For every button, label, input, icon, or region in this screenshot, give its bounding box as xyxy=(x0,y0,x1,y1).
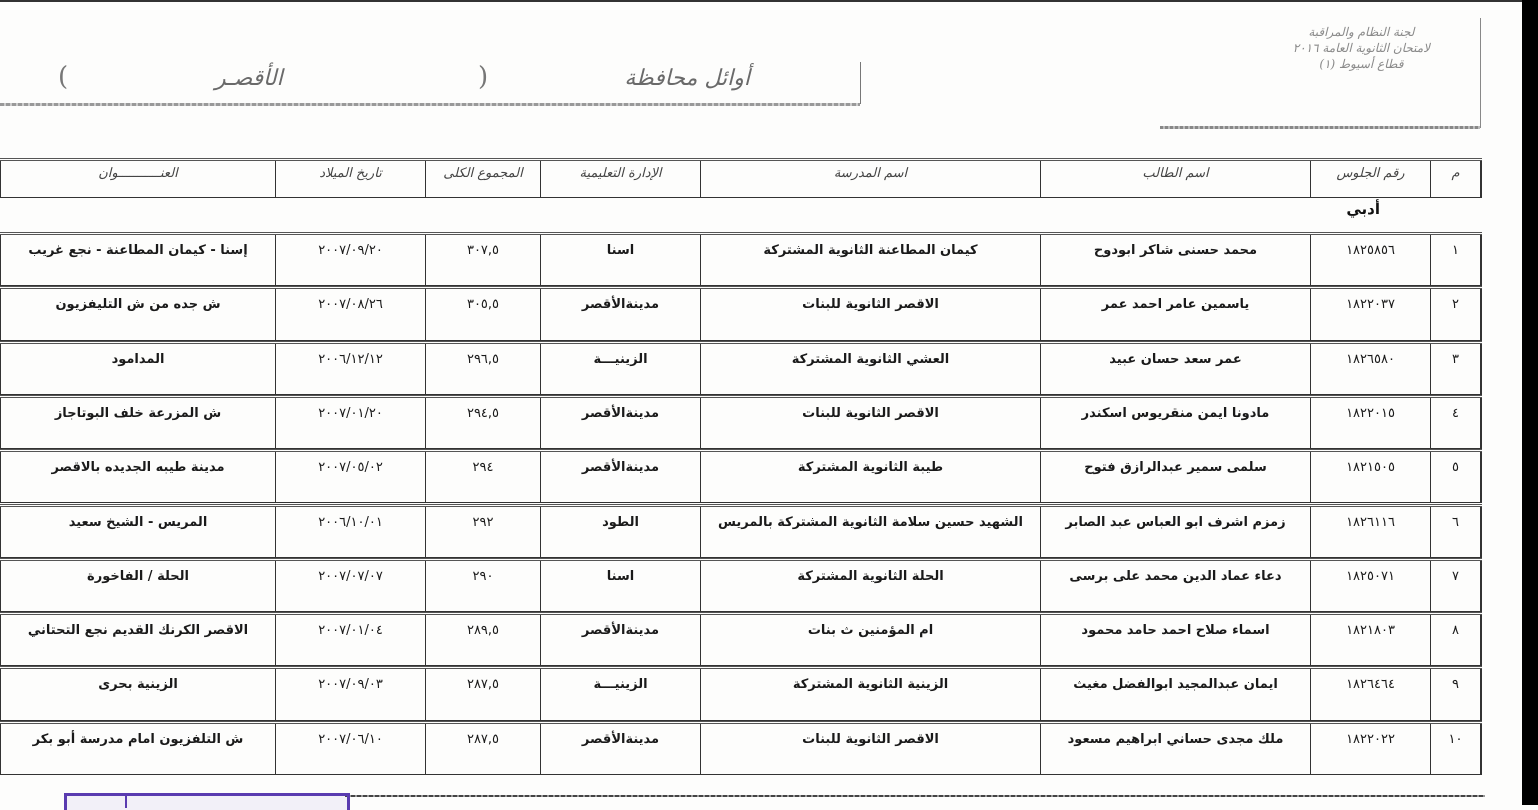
col-header-name: اسم الطالب xyxy=(1040,161,1310,197)
bottom-rule xyxy=(345,795,1485,797)
cell-dob: ٢٠٠٧/٠١/٠٤ xyxy=(275,615,425,665)
col-header-idx: م xyxy=(1430,161,1482,197)
cell-name: محمد حسنى شاكر ابودوح xyxy=(1040,235,1310,285)
cell-dob: ٢٠٠٧/٠٧/٠٧ xyxy=(275,561,425,611)
org-lines xyxy=(1293,24,1430,72)
cell-address: ش المزرعة خلف البوتاجاز xyxy=(0,398,275,448)
cell-admin: اسنا xyxy=(540,235,700,285)
table-row xyxy=(0,449,1482,503)
cell-name: سلمى سمير عبدالرازق فتوح xyxy=(1040,452,1310,502)
cell-address: إسنا - كيمان المطاعنة - نجع غريب xyxy=(0,235,275,285)
table-row xyxy=(0,286,1482,340)
col-header-admin: الإدارة التعليمية xyxy=(540,161,700,197)
cell-dob: ٢٠٠٧/٠٦/١٠ xyxy=(275,724,425,774)
title-prefix: أوائل محافظة xyxy=(624,66,750,91)
cell-school: الشهيد حسين سلامة الثانوية المشتركة بالمريس xyxy=(700,507,1040,557)
table-row xyxy=(0,721,1482,775)
cell-address: ش جده من ش التليفزيون xyxy=(0,289,275,339)
cell-seat: ١٨٢١٥٠٥ xyxy=(1310,452,1430,502)
cell-dob: ٢٠٠٧/٠٩/٠٣ xyxy=(275,669,425,719)
cell-total: ٢٩٤ xyxy=(425,452,540,502)
table-row xyxy=(0,341,1482,395)
table-header-row xyxy=(0,158,1482,198)
org-header-block xyxy=(1170,18,1481,128)
table-row xyxy=(0,666,1482,720)
cell-dob: ٢٠٠٦/١٠/٠١ xyxy=(275,507,425,557)
cell-idx: ٨ xyxy=(1430,615,1482,665)
cell-idx: ٩ xyxy=(1430,669,1482,719)
cell-school: العشي الثانوية المشتركة xyxy=(700,344,1040,394)
title-paren-open: ( xyxy=(478,62,489,92)
cell-idx: ١ xyxy=(1430,235,1482,285)
stamp-mark xyxy=(64,793,350,810)
cell-school: الاقصر الثانوية للبنات xyxy=(700,289,1040,339)
org-underline xyxy=(1160,126,1480,129)
cell-idx: ٦ xyxy=(1430,507,1482,557)
table-row xyxy=(0,504,1482,558)
cell-seat: ١٨٢٦٤٦٤ xyxy=(1310,669,1430,719)
cell-total: ٢٩٢ xyxy=(425,507,540,557)
cell-address: الزينية بحرى xyxy=(0,669,275,719)
cell-address: ش التلفزيون امام مدرسة أبو بكر xyxy=(0,724,275,774)
cell-dob: ٢٠٠٧/٠٩/٢٠ xyxy=(275,235,425,285)
cell-idx: ٣ xyxy=(1430,344,1482,394)
org-line-sector: قطاع أسيوط (١) xyxy=(1319,57,1404,71)
title-underline xyxy=(0,103,860,106)
cell-address: المدامود xyxy=(0,344,275,394)
cell-address: الحلة / الفاخورة xyxy=(0,561,275,611)
cell-total: ٢٩٤,٥ xyxy=(425,398,540,448)
cell-school: طيبة الثانوية المشتركة xyxy=(700,452,1040,502)
cell-school: الاقصر الثانوية للبنات xyxy=(700,724,1040,774)
cell-dob: ٢٠٠٧/٠٨/٢٦ xyxy=(275,289,425,339)
cell-admin: مدينةالأقصر xyxy=(540,452,700,502)
cell-total: ٢٨٧,٥ xyxy=(425,724,540,774)
cell-total: ٢٨٩,٥ xyxy=(425,615,540,665)
cell-name: ياسمين عامر احمد عمر xyxy=(1040,289,1310,339)
table-row xyxy=(0,558,1482,612)
cell-admin: الزينيـــة xyxy=(540,344,700,394)
cell-name: زمزم اشرف ابو العباس عبد الصابر xyxy=(1040,507,1310,557)
scan-top-edge xyxy=(0,0,1538,2)
col-header-address: العنـــــــــــوان xyxy=(0,161,275,197)
scan-edge-strip xyxy=(1522,0,1538,805)
cell-dob: ٢٠٠٧/٠٥/٠٢ xyxy=(275,452,425,502)
cell-admin: مدينةالأقصر xyxy=(540,398,700,448)
title-paren-close: ) xyxy=(58,62,69,92)
cell-name: اسماء صلاح احمد حامد محمود xyxy=(1040,615,1310,665)
cell-admin: اسنا xyxy=(540,561,700,611)
cell-dob: ٢٠٠٦/١٢/١٢ xyxy=(275,344,425,394)
cell-total: ٢٨٧,٥ xyxy=(425,669,540,719)
cell-total: ٣٠٥,٥ xyxy=(425,289,540,339)
cell-school: ام المؤمنين ث بنات xyxy=(700,615,1040,665)
cell-seat: ١٨٢٥٠٧١ xyxy=(1310,561,1430,611)
cell-seat: ١٨٢٢٠١٥ xyxy=(1310,398,1430,448)
cell-address: المريس - الشيخ سعيد xyxy=(0,507,275,557)
cell-seat: ١٨٢٢٠٢٢ xyxy=(1310,724,1430,774)
cell-seat: ١٨٢٥٨٥٦ xyxy=(1310,235,1430,285)
cell-admin: مدينةالأقصر xyxy=(540,615,700,665)
cell-school: الاقصر الثانوية للبنات xyxy=(700,398,1040,448)
cell-idx: ١٠ xyxy=(1430,724,1482,774)
cell-school: كيمان المطاعنة الثانوية المشتركة xyxy=(700,235,1040,285)
cell-idx: ٢ xyxy=(1430,289,1482,339)
col-header-total: المجموع الكلى xyxy=(425,161,540,197)
cell-admin: الطود xyxy=(540,507,700,557)
cell-admin: الزينيـــة xyxy=(540,669,700,719)
cell-name: ملك مجدى حساني ابراهيم مسعود xyxy=(1040,724,1310,774)
cell-seat: ١٨٢٦٥٨٠ xyxy=(1310,344,1430,394)
cell-school: الحلة الثانوية المشتركة xyxy=(700,561,1040,611)
table-row xyxy=(0,395,1482,449)
cell-address: الاقصر الكرنك القديم نجع التحتاني xyxy=(0,615,275,665)
cell-idx: ٥ xyxy=(1430,452,1482,502)
cell-total: ٣٠٧,٥ xyxy=(425,235,540,285)
page-title xyxy=(0,62,861,104)
org-line-exam: لامتحان الثانوية العامة ٢٠١٦ xyxy=(1292,41,1430,55)
title-region: الأقصـر xyxy=(215,66,283,91)
cell-seat: ١٨٢١٨٠٣ xyxy=(1310,615,1430,665)
cell-dob: ٢٠٠٧/٠١/٢٠ xyxy=(275,398,425,448)
col-header-seat: رقم الجلوس xyxy=(1310,161,1430,197)
cell-name: دعاء عماد الدين محمد على برسى xyxy=(1040,561,1310,611)
cell-address: مدينة طيبه الجديده بالاقصر xyxy=(0,452,275,502)
section-label: أدبي xyxy=(1346,200,1380,218)
cell-seat: ١٨٢٢٠٣٧ xyxy=(1310,289,1430,339)
cell-total: ٢٩٠ xyxy=(425,561,540,611)
stamp-mark-inner xyxy=(125,796,127,808)
cell-name: مادونا ايمن منقريوس اسكندر xyxy=(1040,398,1310,448)
cell-idx: ٧ xyxy=(1430,561,1482,611)
org-line-committee: لجنة النظام والمراقبة xyxy=(1308,25,1415,39)
col-header-dob: تاريخ الميلاد xyxy=(275,161,425,197)
table-row xyxy=(0,232,1482,286)
cell-seat: ١٨٢٦١١٦ xyxy=(1310,507,1430,557)
table-row xyxy=(0,612,1482,666)
cell-name: عمر سعد حسان عبيد xyxy=(1040,344,1310,394)
cell-admin: مدينةالأقصر xyxy=(540,724,700,774)
cell-admin: مدينةالأقصر xyxy=(540,289,700,339)
cell-idx: ٤ xyxy=(1430,398,1482,448)
col-header-school: اسم المدرسة xyxy=(700,161,1040,197)
cell-name: ايمان عبدالمجيد ابوالفضل مغيث xyxy=(1040,669,1310,719)
cell-school: الزينية الثانوية المشتركة xyxy=(700,669,1040,719)
cell-total: ٢٩٦,٥ xyxy=(425,344,540,394)
